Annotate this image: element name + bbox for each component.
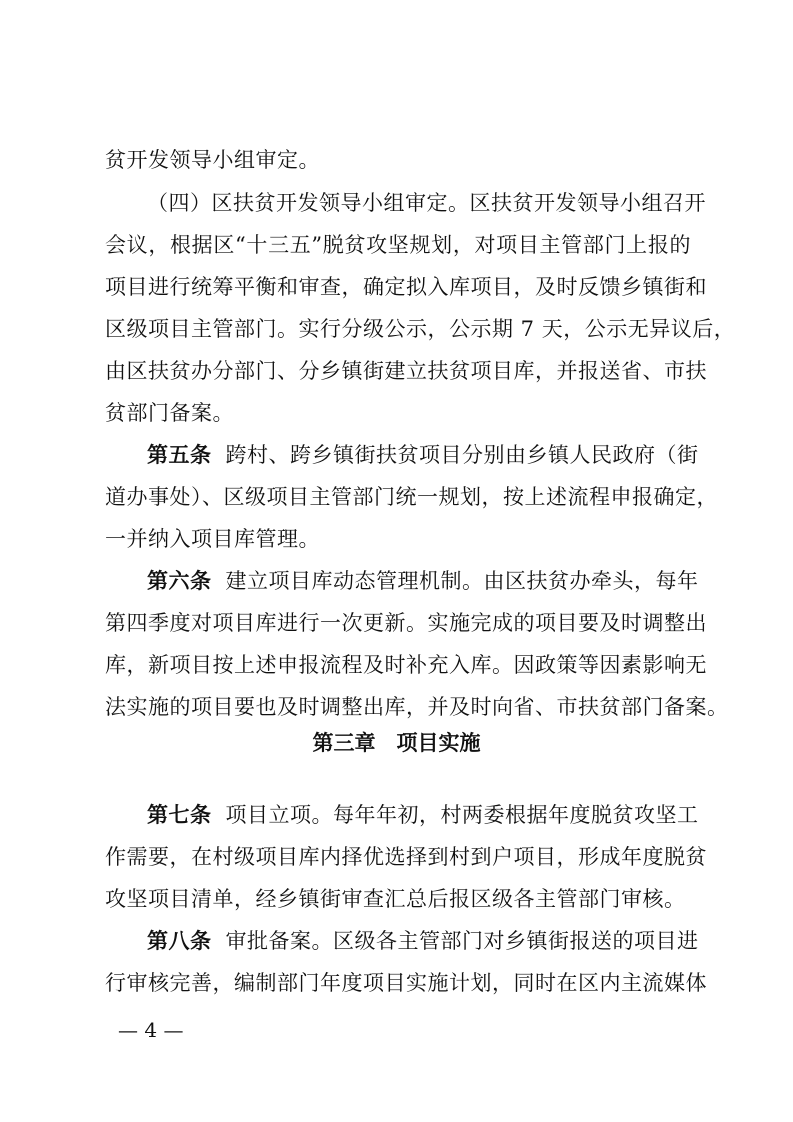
paragraph-line: （四）区扶贫开发领导小组审定。区扶贫开发领导小组召开 [147,191,706,215]
paragraph-line: 库，新项目按上述申报流程及时补充入库。因政策等因素影响无 [105,653,707,677]
article-line [147,926,699,956]
paragraph-line: 贫部门备案。 [105,401,234,425]
paragraph-line: 区级项目主管部门。实行分级公示，公示期 7 天，公示无异议后， [105,317,736,341]
article-line [147,566,699,596]
article-line [147,800,699,830]
paragraph-line: 第四季度对项目库进行一次更新。实施完成的项目要及时调整出 [105,611,707,635]
chapter-heading: 第三章 项目实施 [312,731,481,755]
paragraph-line: 攻坚项目清单，经乡镇街审查汇总后报区级各主管部门审核。 [105,887,686,911]
article-label: 第七条 [147,803,212,827]
paragraph-line: 会议，根据区“十三五”脱贫攻坚规划，对项目主管部门上报的 [105,233,691,257]
paragraph-line: 道办事处）、区级项目主管部门统一规划，按上述流程申报确定， [105,485,718,509]
paragraph-line: 一并纳入项目库管理。 [105,527,320,551]
page-number: — 4 — [118,1018,184,1042]
article-text: 建立项目库动态管理机制。由区扶贫办牵头，每年 [225,569,699,593]
article-text: 项目立项。每年年初，村两委根据年度脱贫攻坚工 [225,803,699,827]
paragraph-line: 作需要，在村级项目库内择优选择到村到户项目，形成年度脱贫 [105,845,707,869]
paragraph-line: 贫开发领导小组审定。 [105,148,320,172]
paragraph-line: 法实施的项目要也及时调整出库，并及时向省、市扶贫部门备案。 [105,695,729,719]
article-label: 第八条 [147,929,212,953]
paragraph-line: 项目进行统筹平衡和审查，确定拟入库项目，及时反馈乡镇街和 [105,275,707,299]
article-text: 审批备案。区级各主管部门对乡镇街报送的项目进 [225,929,699,953]
paragraph-line: 由区扶贫办分部门、分乡镇街建立扶贫项目库，并报送省、市扶 [105,359,707,383]
article-line [147,440,699,470]
article-label: 第六条 [147,569,212,593]
article-text: 跨村、跨乡镇街扶贫项目分别由乡镇人民政府（街 [225,443,699,467]
paragraph-line: 行审核完善，编制部门年度项目实施计划，同时在区内主流媒体 [105,971,707,995]
article-label: 第五条 [147,443,212,467]
